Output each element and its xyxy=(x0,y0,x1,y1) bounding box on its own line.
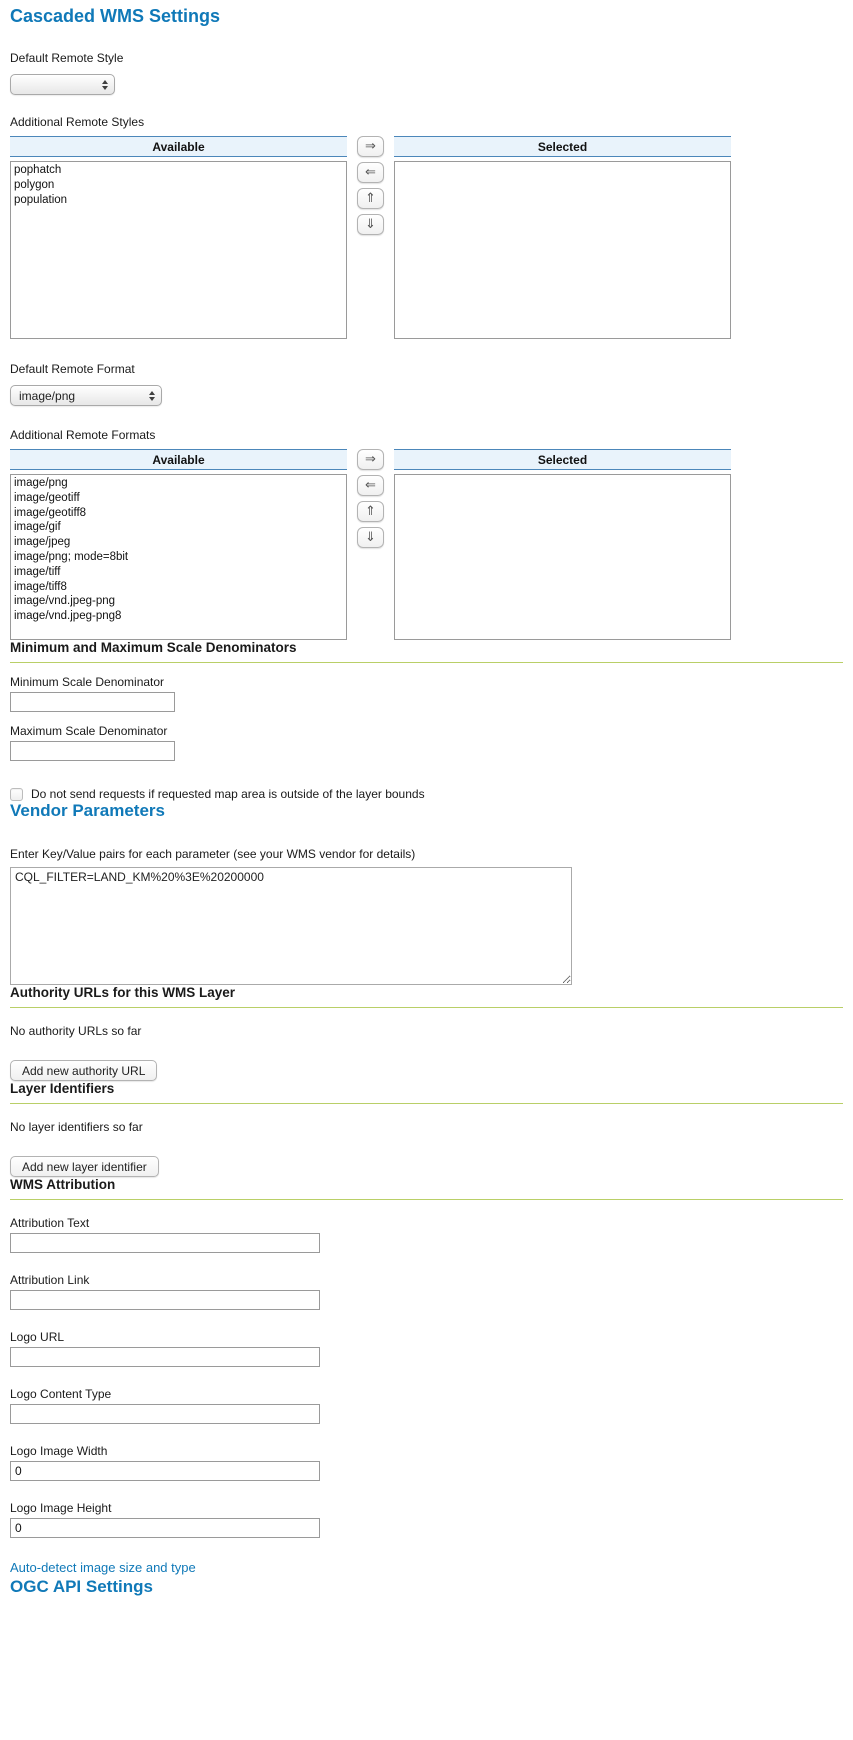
styles-available-header: Available xyxy=(10,136,347,157)
list-option[interactable]: image/tiff8 xyxy=(14,580,67,593)
attribution-link-input[interactable] xyxy=(10,1290,320,1310)
list-option[interactable]: image/jpeg xyxy=(14,536,71,549)
styles-selected-header: Selected xyxy=(394,136,731,157)
formats-move-to-selected-button[interactable]: ⇒ xyxy=(357,449,384,470)
bounds-checkbox-label: Do not send requests if requested map area is outside of the layer bounds xyxy=(31,787,425,801)
styles-available-list[interactable] xyxy=(10,161,347,339)
auto-detect-link[interactable]: Auto-detect image size and type xyxy=(10,1560,196,1575)
additional-remote-formats-label: Additional Remote Formats xyxy=(10,428,156,442)
bounds-checkbox[interactable] xyxy=(10,788,23,801)
list-option[interactable]: polygon xyxy=(14,178,55,191)
formats-available-list[interactable] xyxy=(10,474,347,640)
default-remote-style-select[interactable] xyxy=(10,74,115,95)
formats-selected-header: Selected xyxy=(394,449,731,470)
logo-content-type-input[interactable] xyxy=(10,1404,320,1424)
list-option[interactable]: image/gif xyxy=(14,521,61,534)
list-option[interactable]: image/png xyxy=(14,477,68,489)
wms-attribution-heading: WMS Attribution xyxy=(10,1177,843,1200)
formats-selected-column xyxy=(394,449,731,640)
styles-move-to-available-button[interactable]: ⇐ xyxy=(357,162,384,183)
styles-move-down-button[interactable]: ⇓ xyxy=(357,214,384,235)
authority-urls-heading: Authority URLs for this WMS Layer xyxy=(10,985,843,1008)
logo-url-input[interactable] xyxy=(10,1347,320,1367)
scale-section-heading: Minimum and Maximum Scale Denominators xyxy=(10,640,843,663)
default-remote-format-select[interactable] xyxy=(10,385,162,406)
layer-identifiers-heading: Layer Identifiers xyxy=(10,1081,843,1104)
select-arrows-icon xyxy=(102,80,108,90)
formats-available-header: Available xyxy=(10,449,347,470)
list-option[interactable]: image/vnd.jpeg-png8 xyxy=(14,610,122,623)
add-authority-url-button[interactable]: Add new authority URL xyxy=(10,1060,157,1081)
formats-move-down-button[interactable]: ⇓ xyxy=(357,527,384,548)
max-scale-input[interactable] xyxy=(10,741,175,761)
vendor-parameters-heading: Vendor Parameters xyxy=(10,801,165,820)
logo-image-height-input[interactable] xyxy=(10,1518,320,1538)
attribution-link-label: Attribution Link xyxy=(10,1273,90,1287)
list-option[interactable]: image/geotiff8 xyxy=(14,506,87,519)
list-option[interactable]: image/png; mode=8bit xyxy=(14,550,129,563)
default-remote-style-label: Default Remote Style xyxy=(10,51,124,65)
list-option[interactable]: image/vnd.jpeg-png xyxy=(14,595,116,608)
logo-image-height-label: Logo Image Height xyxy=(10,1501,112,1515)
formats-picker-buttons xyxy=(347,449,394,640)
formats-available-column xyxy=(10,449,347,640)
formats-move-to-available-button[interactable]: ⇐ xyxy=(357,475,384,496)
add-layer-identifier-button[interactable]: Add new layer identifier xyxy=(10,1156,159,1177)
logo-content-type-label: Logo Content Type xyxy=(10,1387,112,1401)
bounds-checkbox-row xyxy=(10,787,843,801)
layer-identifiers-empty-text: No layer identifiers so far xyxy=(10,1120,143,1134)
logo-url-label: Logo URL xyxy=(10,1330,65,1344)
min-scale-input[interactable] xyxy=(10,692,175,712)
formats-picker xyxy=(10,449,731,640)
styles-picker xyxy=(10,136,731,339)
attribution-text-input[interactable] xyxy=(10,1233,320,1253)
vendor-parameters-textarea[interactable] xyxy=(10,867,572,985)
list-option[interactable]: pophatch xyxy=(14,164,62,176)
formats-move-up-button[interactable]: ⇑ xyxy=(357,501,384,522)
list-option[interactable]: population xyxy=(14,193,68,206)
styles-available-column xyxy=(10,136,347,339)
page-title: Cascaded WMS Settings xyxy=(10,6,221,26)
additional-remote-styles-label: Additional Remote Styles xyxy=(10,115,145,129)
min-scale-label: Minimum Scale Denominator xyxy=(10,675,165,689)
styles-move-up-button[interactable]: ⇑ xyxy=(357,188,384,209)
authority-urls-empty-text: No authority URLs so far xyxy=(10,1024,142,1038)
list-option[interactable]: image/tiff xyxy=(14,565,61,578)
max-scale-label: Maximum Scale Denominator xyxy=(10,724,168,738)
styles-picker-buttons xyxy=(347,136,394,339)
logo-image-width-label: Logo Image Width xyxy=(10,1444,108,1458)
styles-selected-column xyxy=(394,136,731,339)
ogc-api-settings-heading: OGC API Settings xyxy=(10,1577,153,1596)
list-option[interactable]: image/geotiff xyxy=(14,491,80,504)
attribution-text-label: Attribution Text xyxy=(10,1216,90,1230)
formats-selected-list[interactable] xyxy=(394,474,731,640)
logo-image-width-input[interactable] xyxy=(10,1461,320,1481)
default-remote-format-label: Default Remote Format xyxy=(10,362,135,376)
styles-selected-list[interactable] xyxy=(394,161,731,339)
select-arrows-icon xyxy=(149,391,155,401)
vendor-parameters-description: Enter Key/Value pairs for each parameter (see your WMS vendor for details) xyxy=(10,847,416,861)
default-remote-format-value: image/png xyxy=(19,388,76,403)
styles-move-to-selected-button[interactable]: ⇒ xyxy=(357,136,384,157)
